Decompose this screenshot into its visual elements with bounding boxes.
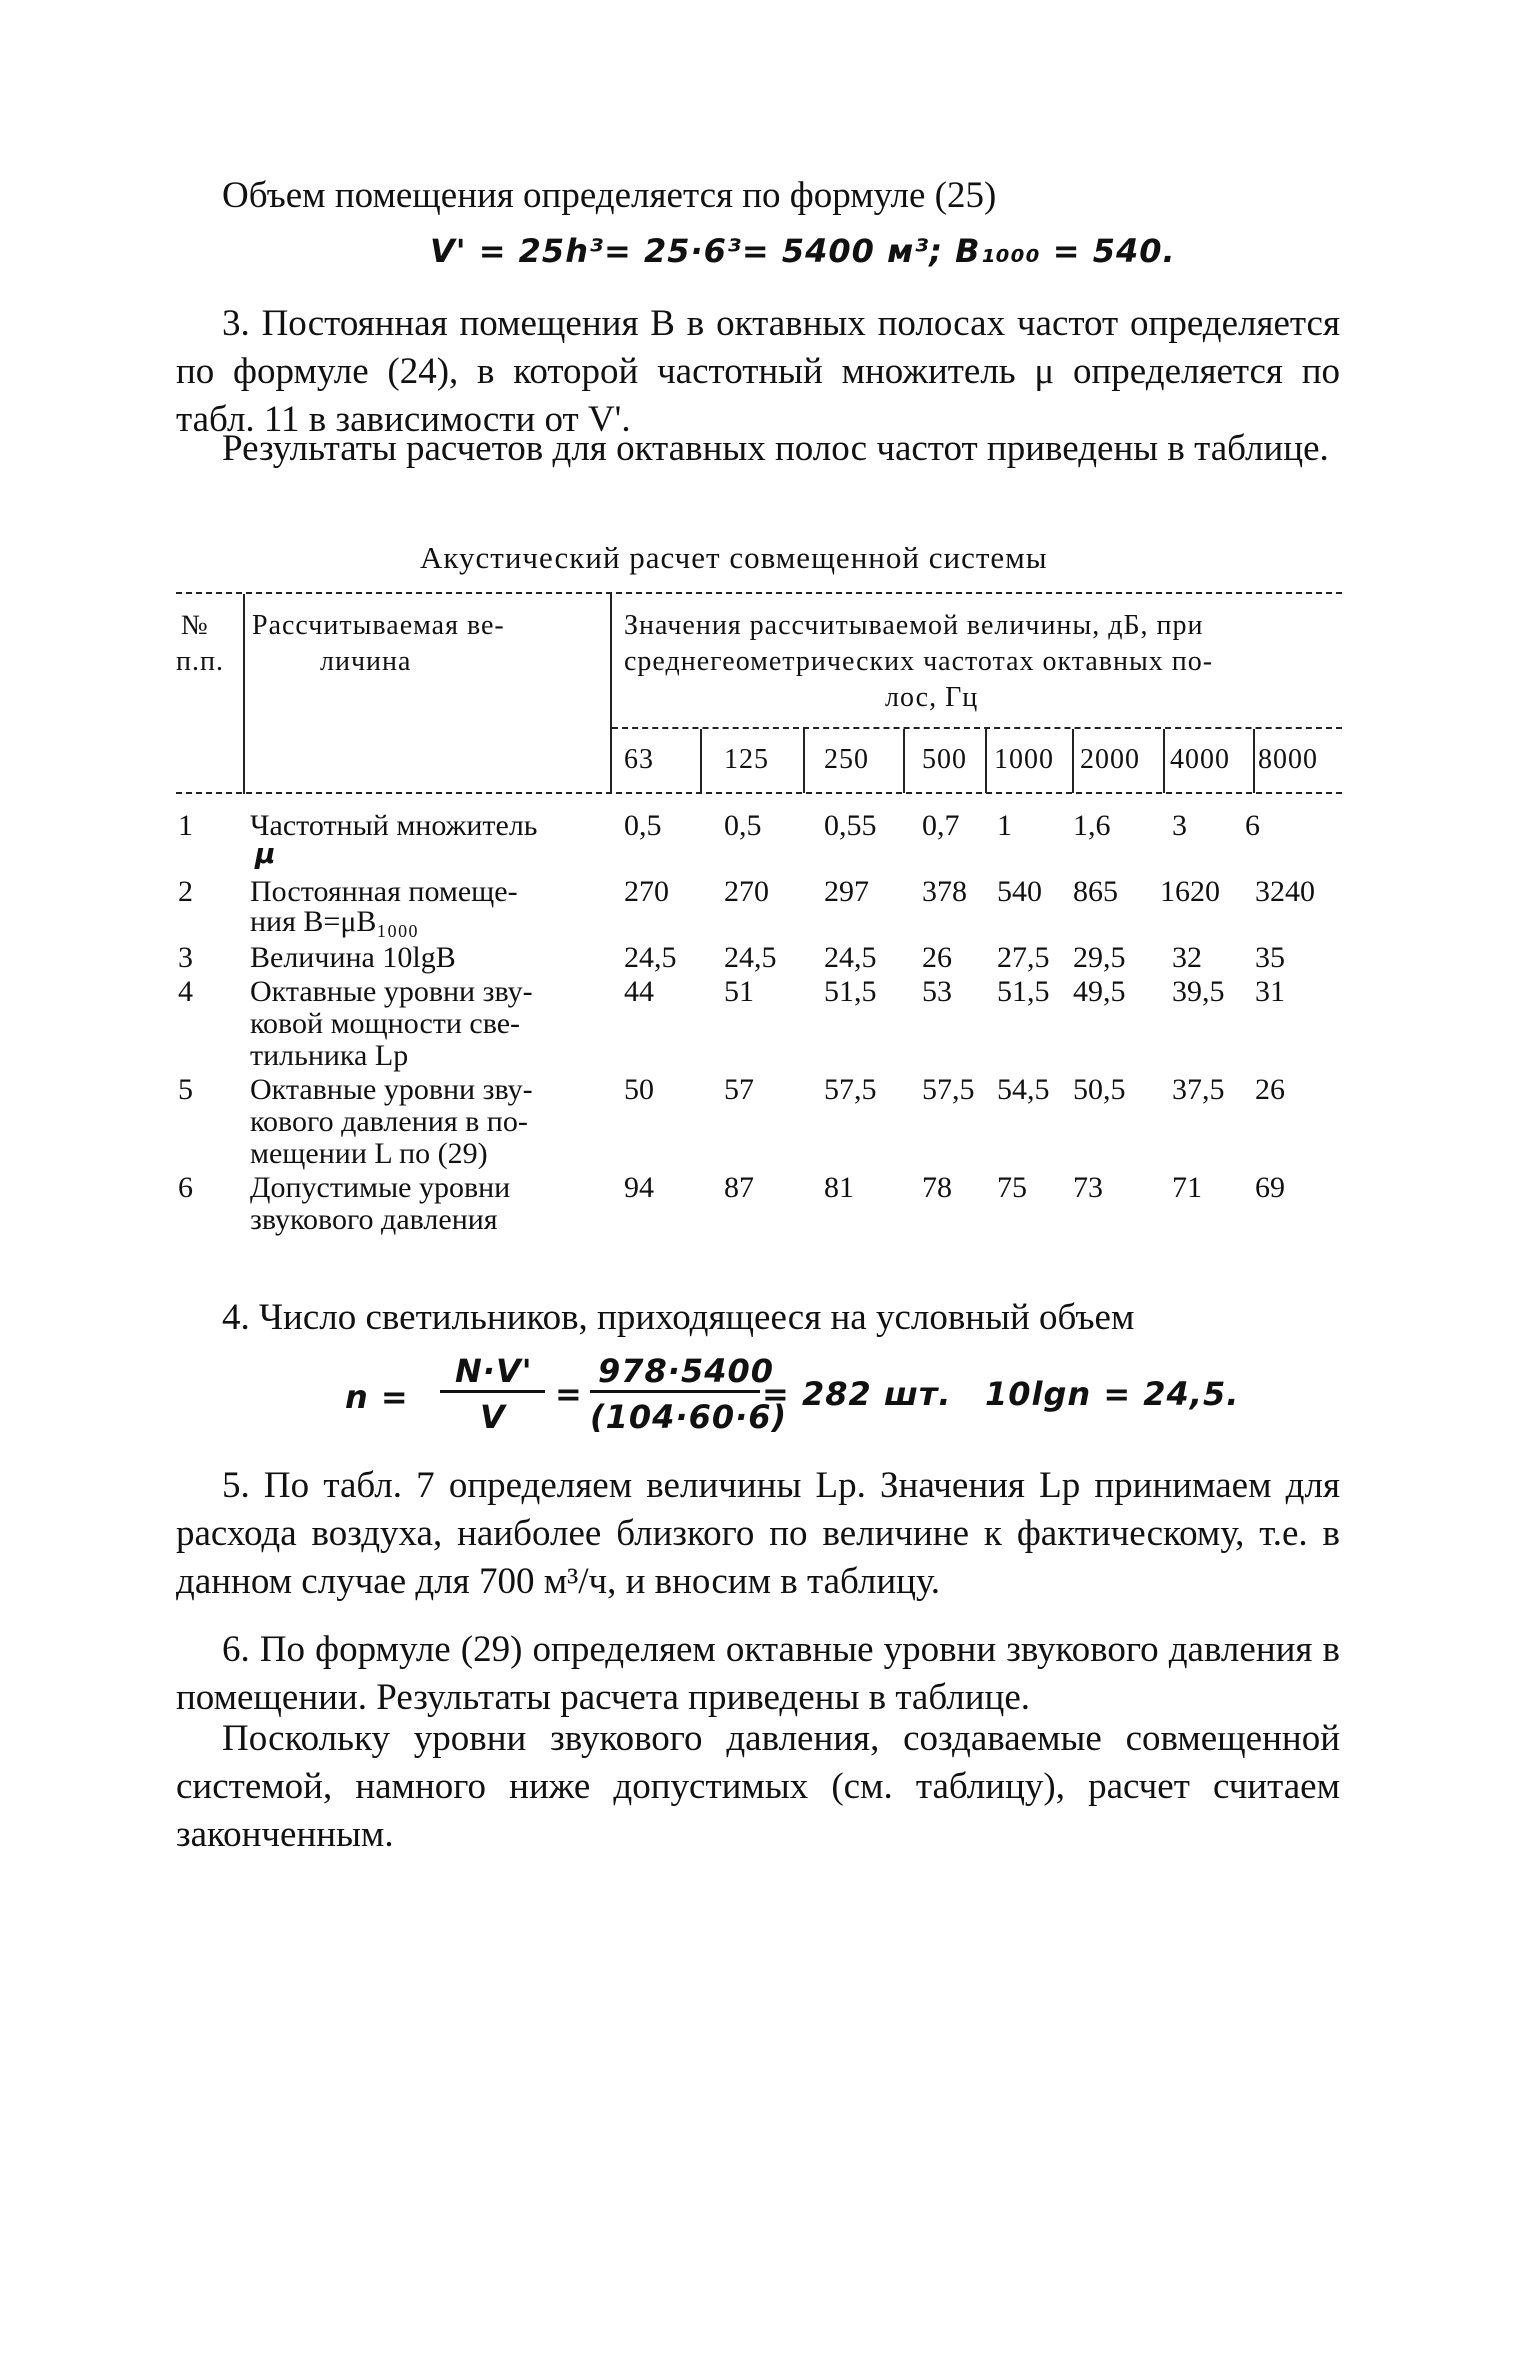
value-cell: 0,5 <box>724 809 762 842</box>
freq-1000: 1000 <box>994 744 1054 775</box>
value-cell: 27,5 <box>997 941 1050 974</box>
freq-8000: 8000 <box>1258 744 1318 775</box>
table-header-bottom-rule <box>176 792 1342 794</box>
row-label-line: Величина 10lgB <box>250 941 456 974</box>
row-label-line: кового давления в по- <box>250 1105 528 1138</box>
table-top-rule <box>176 592 1342 594</box>
value-cell: 26 <box>922 941 952 974</box>
header-quantity-line1: Рассчитываемая ве- <box>252 610 505 641</box>
row-number: 2 <box>178 875 193 908</box>
header-quantity-line2: личина <box>320 646 412 677</box>
freq-divider <box>803 729 805 793</box>
row-label-line: мещении L по (29) <box>250 1137 488 1170</box>
freq-divider <box>1072 729 1074 793</box>
value-cell: 1 <box>997 809 1012 842</box>
header-values-line2: среднегеометрических частотах октавных по- <box>624 646 1214 677</box>
value-cell: 49,5 <box>1073 975 1126 1008</box>
row-label-line: Октавные уровни зву- <box>250 975 533 1008</box>
row-number: 4 <box>178 975 193 1008</box>
freq-divider <box>985 729 987 793</box>
value-cell: 0,55 <box>824 809 877 842</box>
freq-500: 500 <box>922 744 967 775</box>
freq-2000: 2000 <box>1080 744 1140 775</box>
row-label-line: ния B=μB₁₀₀₀ <box>250 905 419 938</box>
table-col-divider-1 <box>243 594 245 794</box>
fraction2-numerator: 978·5400 <box>598 1352 775 1390</box>
table-row <box>0 1172 1535 1236</box>
table-row <box>0 1074 1535 1170</box>
value-cell: 270 <box>724 875 769 908</box>
value-cell: 32 <box>1172 941 1202 974</box>
value-cell: 29,5 <box>1073 941 1126 974</box>
table-row <box>0 810 1535 870</box>
table-row <box>0 942 1535 974</box>
value-cell: 24,5 <box>724 941 777 974</box>
freq-125: 125 <box>724 744 769 775</box>
value-cell: 44 <box>624 975 654 1008</box>
value-cell: 51,5 <box>824 975 877 1008</box>
value-cell: 78 <box>922 1171 952 1204</box>
header-values-line3: лос, Гц <box>885 682 979 713</box>
freq-4000: 4000 <box>1170 744 1230 775</box>
value-cell: 24,5 <box>624 941 677 974</box>
step3-paragraph: 3. Постоянная помещения B в октавных полосах частот определяется по формуле (24), в которой частотный множитель μ определяется по табл. 11 в зависимости от V'. <box>176 303 1340 440</box>
fraction2-denominator: (104·60·6) <box>590 1398 788 1436</box>
row-label-line: Допустимые уровни <box>250 1171 511 1204</box>
intro-line: Объем помещения определяется по формуле (25) <box>222 175 997 216</box>
header-no-line2: п.п. <box>176 646 224 677</box>
value-cell: 378 <box>922 875 967 908</box>
formula-result: = 282 шт. <box>762 1375 952 1413</box>
value-cell: 31 <box>1255 975 1285 1008</box>
value-cell: 0,7 <box>922 809 960 842</box>
row-label-line: Постоянная помеще- <box>250 875 518 908</box>
row-number: 3 <box>178 941 193 974</box>
formula-lhs: n = <box>345 1378 409 1416</box>
value-cell: 57,5 <box>824 1073 877 1106</box>
value-cell: 39,5 <box>1172 975 1225 1008</box>
value-cell: 51 <box>724 975 754 1008</box>
value-cell: 73 <box>1073 1171 1103 1204</box>
freq-63: 63 <box>624 744 654 775</box>
value-cell: 0,5 <box>624 809 662 842</box>
row-label-line: Частотный множитель <box>250 809 538 842</box>
freq-250: 250 <box>824 744 869 775</box>
row-number: 1 <box>178 809 193 842</box>
row-label-line: Октавные уровни зву- <box>250 1073 533 1106</box>
value-cell: 50 <box>624 1073 654 1106</box>
row-label-line: ковой мощности све- <box>250 1007 521 1040</box>
freq-divider <box>1163 729 1165 793</box>
value-cell: 87 <box>724 1171 754 1204</box>
value-cell: 57 <box>724 1073 754 1106</box>
step4-line: 4. Число светильников, приходящееся на условный объем <box>222 1297 1135 1338</box>
step6-paragraph: 6. По формуле (29) определяем октавные уровни звукового давления в помещении. Результаты расчета приведены в таблице. <box>176 1629 1340 1718</box>
freq-header-rule <box>612 727 1342 729</box>
table-row <box>0 976 1535 1072</box>
step5-paragraph: 5. По табл. 7 определяем величины Lp. Значения Lp принимаем для расхода воздуха, наиболее близкого по величине к фактическому, т.е. в данном случае для 700 м³/ч, и вносим в таблицу. <box>176 1465 1340 1602</box>
fraction1-bar <box>440 1390 545 1393</box>
value-cell: 50,5 <box>1073 1073 1126 1106</box>
value-cell: 57,5 <box>922 1073 975 1106</box>
value-cell: 1620 <box>1160 875 1220 908</box>
table-caption: Акустический расчет совмещенной системы <box>420 540 1048 575</box>
freq-divider <box>903 729 905 793</box>
results-paragraph: Результаты расчетов для октавных полос частот приведены в таблице. <box>222 428 1329 469</box>
formula-equals: = <box>555 1375 583 1413</box>
value-cell: 71 <box>1172 1171 1202 1204</box>
fraction2-bar <box>590 1390 760 1393</box>
value-cell: 270 <box>624 875 669 908</box>
value-cell: 35 <box>1255 941 1285 974</box>
value-cell: 24,5 <box>824 941 877 974</box>
row-label-line: μ <box>255 837 276 870</box>
value-cell: 51,5 <box>997 975 1050 1008</box>
freq-divider <box>700 729 702 793</box>
value-cell: 297 <box>824 875 869 908</box>
table-col-divider-2 <box>610 594 612 794</box>
value-cell: 1,6 <box>1073 809 1111 842</box>
value-cell: 3 <box>1172 809 1187 842</box>
formula-log: 10lgn = 24,5. <box>985 1375 1240 1413</box>
value-cell: 6 <box>1245 809 1260 842</box>
table-row <box>0 876 1535 940</box>
header-no-line1: № <box>181 610 209 641</box>
value-cell: 69 <box>1255 1171 1285 1204</box>
value-cell: 865 <box>1073 875 1118 908</box>
header-values-line1: Значения рассчитываемой величины, дБ, при <box>624 610 1204 641</box>
value-cell: 26 <box>1255 1073 1285 1106</box>
row-number: 5 <box>178 1073 193 1106</box>
conclusion-paragraph: Поскольку уровни звукового давления, создаваемые совмещенной системой, намного ниже допустимых (см. таблицу), расчет считаем законченным. <box>176 1718 1340 1855</box>
fraction1-numerator: N·V' <box>455 1352 533 1390</box>
value-cell: 54,5 <box>997 1073 1050 1106</box>
value-cell: 94 <box>624 1171 654 1204</box>
value-cell: 81 <box>824 1171 854 1204</box>
row-number: 6 <box>178 1171 193 1204</box>
fraction1-denominator: V <box>480 1398 506 1436</box>
row-label-line: тильника Lp <box>250 1039 409 1072</box>
volume-formula: V' = 25h³= 25·6³= 5400 м³; B₁₀₀₀ = 540. <box>430 232 1176 270</box>
value-cell: 53 <box>922 975 952 1008</box>
value-cell: 37,5 <box>1172 1073 1225 1106</box>
value-cell: 3240 <box>1255 875 1315 908</box>
freq-divider <box>1253 729 1255 793</box>
row-label-line: звукового давления <box>250 1203 498 1236</box>
value-cell: 540 <box>997 875 1042 908</box>
value-cell: 75 <box>997 1171 1027 1204</box>
